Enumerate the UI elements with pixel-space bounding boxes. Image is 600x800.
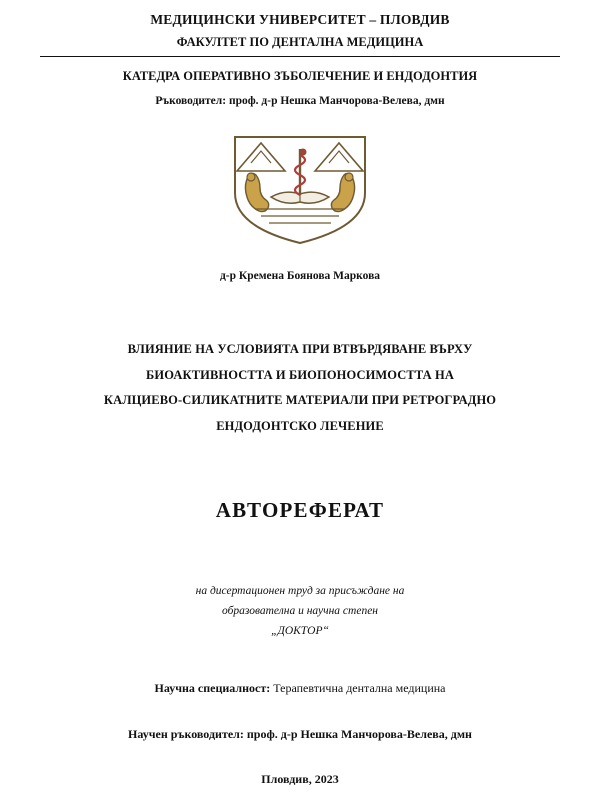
title-line-2: БИОАКТИВНОСТТА И БИОПОНОСИМОСТТА НА	[146, 367, 454, 382]
document-type: АВТОРЕФЕРАТ	[215, 497, 385, 522]
page-bottom-edge	[0, 794, 600, 800]
dissertation-title	[65, 337, 535, 440]
subtitle-line-1: на дисертационен труд за присъждане на	[195, 584, 405, 597]
department-name: КАТЕДРА ОПЕРАТИВНО ЗЪБОЛЕЧЕНИЕ И ЕНДОДОНТИЯ	[122, 69, 478, 83]
university-name: МЕДИЦИНСКИ УНИВЕРСИТЕТ – ПЛОВДИВ	[150, 12, 450, 27]
title-line-3: КАЛЦИЕВО-СИЛИКАТНИТЕ МАТЕРИАЛИ ПРИ РЕТРОГРАДНО	[103, 393, 497, 408]
author-name: д-р Кремена Боянова Маркова	[219, 270, 381, 282]
specialty-label: Научна специалност:	[154, 680, 271, 695]
title-line-1: ВЛИЯНИЕ НА УСЛОВИЯТА ПРИ ВТВЪРДЯВАНЕ ВЪРХУ	[127, 342, 473, 356]
header-divider	[40, 56, 560, 57]
city-and-year: Пловдив, 2023	[261, 771, 339, 786]
subtitle-line-2: образователна и научна степен	[221, 604, 379, 617]
title-line-4: ЕНДОДОНТСКО ЛЕЧЕНИЕ	[216, 418, 384, 433]
faculty-name: ФАКУЛТЕТ ПО ДЕНТАЛНА МЕДИЦИНА	[176, 35, 424, 49]
subtitle-line-3: „ДОКТОР“	[271, 624, 329, 637]
scientific-specialty	[154, 681, 445, 696]
document-subtitle	[196, 581, 405, 641]
scientific-supervisor: Научен ръководител: проф. д-р Нешка Манчорова-Велева, дмн	[128, 726, 472, 741]
specialty-value: Терапевтична дентална медицина	[273, 680, 446, 695]
department-head: Ръководител: проф. д-р Нешка Манчорова-Велева, дмн	[155, 95, 445, 107]
coat-of-arms-icon	[215, 123, 385, 248]
